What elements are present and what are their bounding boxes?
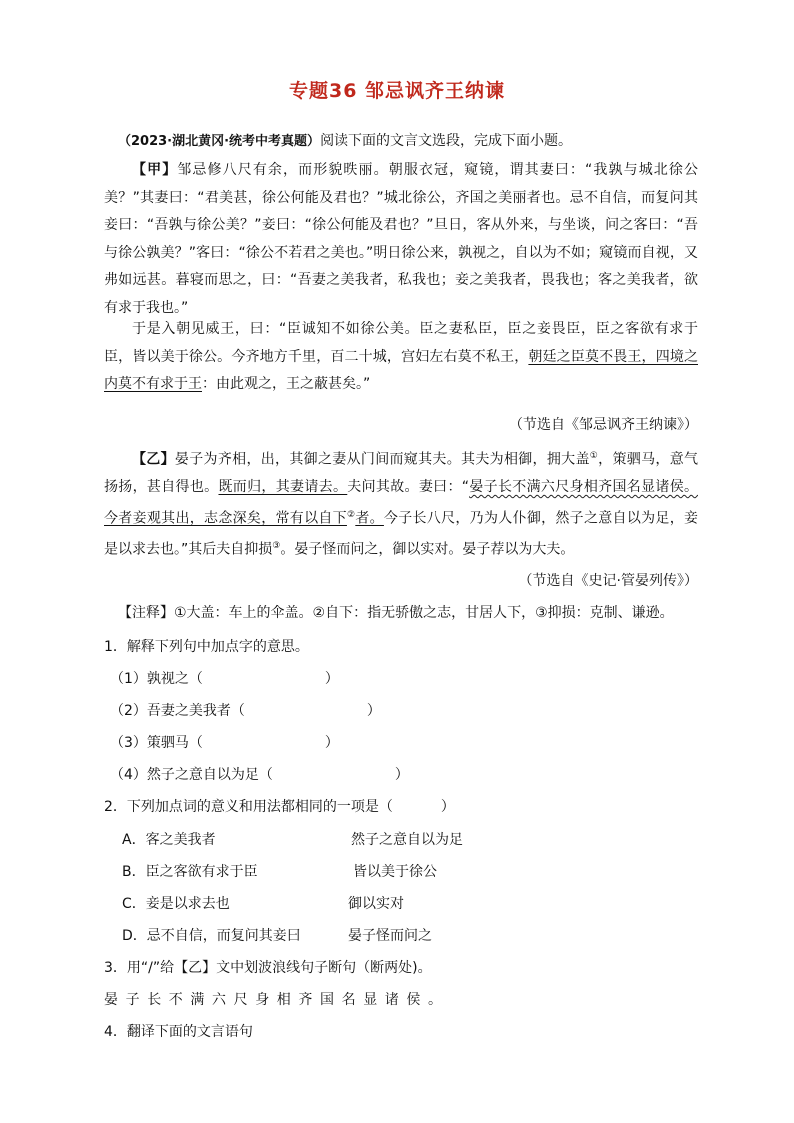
- q3-stem: 3．用“/”给【乙】文中划波浪线句子断句（断两处)。: [104, 960, 432, 976]
- q1-item-2-text: （2）吾妻之美我者（: [110, 703, 245, 719]
- q1-item-4-text: （4）然子之意自以为足（: [110, 767, 273, 783]
- yi-text-2: ，策驷马，意气扬扬，甚自得也。: [104, 451, 699, 496]
- q2-option-b-left: 臣之客欲有求于臣: [145, 864, 258, 880]
- underlined-sentence-yi-2-end: 者。: [355, 510, 384, 527]
- passage-jia-text2b: ：由此观之，王之蔽甚矣。”: [202, 376, 371, 392]
- q1-item-3-text: （3）策驷马（: [110, 735, 203, 751]
- passage-jia-text2a: 于是入朝见威王，曰：“臣诚知不如徐公美。臣之妻私臣，臣之妾畏臣，臣之客欲有求于臣，皆以美于徐公。今齐地方千里，百二十城，宫妇左右莫不私王，: [104, 321, 698, 365]
- q2-option-d-right: 晏子怪而问之: [348, 928, 432, 944]
- q2-option-a-right: 然子之意自以为足: [351, 832, 463, 848]
- q3-sentence[interactable]: 晏子长不满六尺身相齐国名显诸侯。: [104, 992, 450, 1008]
- note-marker-1: ①: [589, 451, 599, 461]
- intro-line: [118, 128, 708, 156]
- q1-item-4: [110, 764, 409, 784]
- passage-jia-label: 【甲】: [132, 162, 178, 178]
- passage-yi: [104, 443, 698, 564]
- yi-text-5: 今子长八尺，乃为人仆御，然子之意自以为足，妾是以求去也。”其后夫自抑损: [104, 510, 699, 558]
- q2-option-b-letter: B．: [122, 864, 146, 880]
- q1-item-3-close: ）: [324, 735, 339, 751]
- yi-text-6: 。晏子怪而问之，御以实对。晏子荐以为大夫。: [280, 541, 575, 558]
- source-yi: （节选自《史记·管晏列传》）: [518, 573, 698, 589]
- passage-jia-p2: [104, 316, 698, 399]
- q2-option-a-left: 客之美我者: [145, 832, 216, 848]
- yi-text-1: 晏子为齐相，出，其御之妻从门间而窥其夫。其夫为相御，拥大盖: [174, 451, 590, 468]
- source-jia: （节选自《邹忌讽齐王纳谏》）: [509, 417, 698, 433]
- q4-stem: 4．翻译下面的文言语句: [104, 1024, 253, 1040]
- source-tag: （2023·湖北黄冈·统考中考真题）: [118, 134, 321, 149]
- q2-option-b[interactable]: [122, 861, 258, 881]
- q2-option-c-right: 御以实对: [348, 896, 404, 912]
- q1-item-4-close: ）: [394, 767, 409, 783]
- q2-option-d[interactable]: [122, 925, 301, 945]
- q2-stem: [104, 796, 455, 816]
- note-marker-2: ②: [346, 509, 356, 520]
- q1-item-1-close: ）: [324, 671, 339, 687]
- q2-option-c[interactable]: [122, 893, 230, 913]
- q1-stem: 1．解释下列句中加点字的意思。: [104, 639, 309, 655]
- q1-item-1: [110, 668, 339, 688]
- q2-option-c-letter: C．: [122, 896, 146, 912]
- passage-jia-p1: [104, 157, 698, 322]
- q2-option-a-letter: A．: [122, 832, 146, 848]
- underlined-sentence-jia: 朝廷之臣莫不畏王，四境之内莫不有求于王: [104, 348, 698, 392]
- q2-option-b-right: 皆以美于徐公: [353, 864, 437, 880]
- q1-item-2-close: ）: [366, 703, 381, 719]
- q2-stem-text: 2．下列加点词的意义和用法都相同的一项是（: [104, 799, 393, 815]
- note-marker-3: ③: [272, 540, 281, 551]
- q2-option-c-left: 妾是以求去也: [145, 896, 230, 912]
- q2-option-d-letter: D．: [122, 928, 147, 944]
- underlined-sentence-yi-1: 既而归，其妻请去。: [218, 479, 348, 496]
- instruction-text: 阅读下面的文言文选段，完成下面小题。: [320, 133, 573, 149]
- passage-jia-text1: 邹忌修八尺有余，而形貌昳丽。朝服衣冠，窥镜，谓其妻曰：“我孰与城北徐公美？”其妻曰：“君美甚，徐公何能及君也？”城北徐公，齐国之美丽者也。忌不自信，而复问其妾曰：“吾孰与徐公美？”妾曰：“徐公何能及君也？”旦日，客从外来，与坐谈，问之客曰：“吾与徐公孰美？”客曰：“徐公不若君之美也。”明日徐公来，孰视之，自以为不如；窥镜而自视，又弗如远甚。暮寝而思之，曰：“吾妻之美我者，私我也；妾之美我者，畏我也；客之美我者，欲有求于我也。”: [104, 162, 698, 316]
- q1-item-1-text: （1）孰视之（: [110, 671, 203, 687]
- q2-option-d-left: 忌不自信，而复问其妾曰: [146, 928, 301, 944]
- q2-option-a[interactable]: [122, 829, 216, 849]
- passage-yi-label: 【乙】: [132, 451, 175, 468]
- yi-text-3: 夫问其故。妻曰：“: [347, 479, 470, 496]
- wavy-underlined-sentence: 晏子长不满六尺身相齐国名显诸侯。: [469, 479, 698, 496]
- q1-item-3: [110, 732, 339, 752]
- underlined-sentence-yi-2: 今者妾观其出，志念深矣，常有以自下: [104, 510, 347, 527]
- q1-item-2: [110, 700, 381, 720]
- page-title: 专题36 邹忌讽齐王纳谏: [288, 80, 506, 102]
- notes: 【注释】①大盖：车上的伞盖。②自下：指无骄傲之志，甘居人下，③抑损：克制、谦逊。: [118, 605, 674, 621]
- q2-stem-close: ）: [440, 799, 455, 815]
